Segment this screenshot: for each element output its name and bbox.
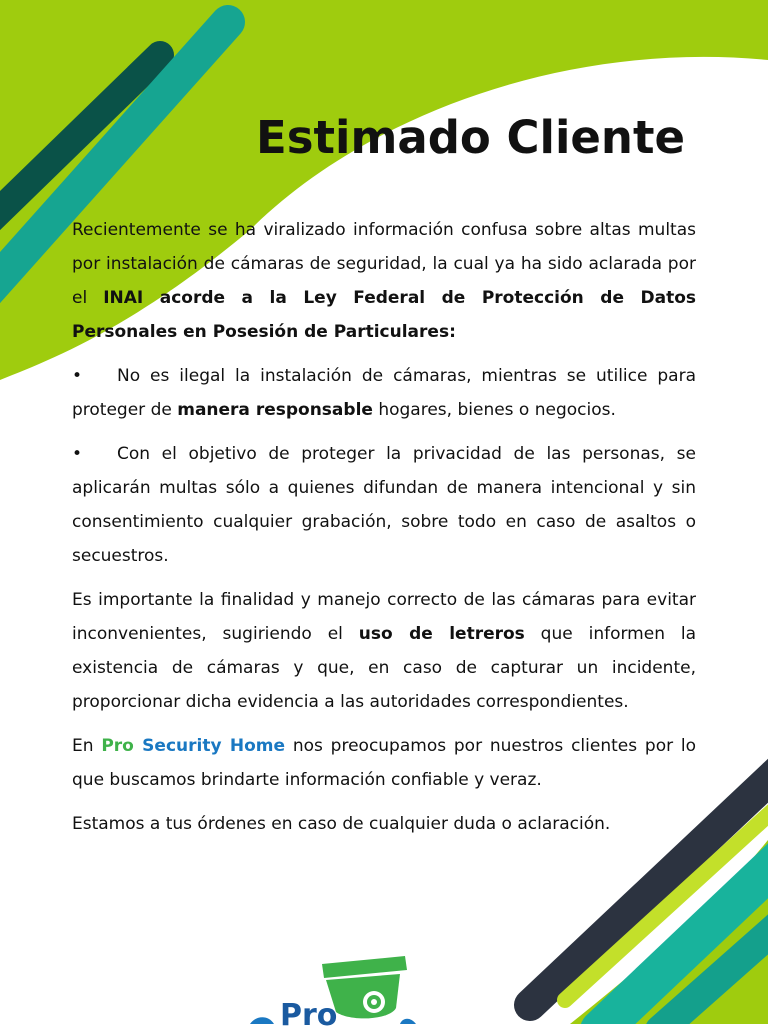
intro-paragraph: [72, 213, 696, 349]
page-title: Estimado Cliente: [256, 111, 685, 164]
bullet-marker: •: [72, 366, 83, 386]
important-paragraph: [72, 583, 696, 719]
bullet-1-text: No es ilegal la instalación de cámaras, mientras se utilice para proteger de: [72, 366, 696, 420]
closing-paragraph: Estamos a tus órdenes en caso de cualquier duda o aclaración.: [72, 814, 611, 834]
letter-body: [72, 213, 696, 851]
important-text-end: que informen la existencia de cámaras y que, en caso de capturar un incidente, proporcionar dicha evidencia a las autoridades correspondientes.: [72, 624, 696, 712]
brand-name-pro: Pro: [101, 736, 134, 756]
logo-text: Pro: [280, 998, 338, 1033]
bullet-1-text-end: hogares, bienes o negocios.: [372, 400, 616, 420]
intro-bold: INAI acorde a la Ley Federal de Protección de Datos Personales en Posesión de Particulares:: [72, 288, 696, 342]
brand-prefix: En: [72, 736, 102, 756]
bullet-item-2: [72, 437, 696, 573]
brand-name-security-home: Security Home: [133, 736, 286, 756]
important-bold: uso de letreros: [358, 624, 525, 644]
bullet-marker: •: [72, 444, 83, 464]
brand-paragraph: [72, 729, 696, 797]
bullet-item-1: [72, 359, 696, 427]
bullet-2-text: Con el objetivo de proteger la privacidad de las personas, se aplicarán multas sólo a quienes difundan de manera intencional y sin consentimiento cualquier grabación, sobre todo en caso de asaltos o secuestros.: [72, 444, 696, 566]
bullet-1-bold: manera responsable: [177, 400, 373, 420]
important-text: Es importante la finalidad y manejo correcto de las cámaras para evitar inconvenientes, sugiriendo el: [72, 590, 696, 644]
intro-text: Recientemente se ha viralizado información confusa sobre altas multas por instalación de cámaras de seguridad, la cual ya ha sido aclarada por el: [72, 220, 696, 308]
brand-suffix: nos preocupamos por nuestros clientes por lo que buscamos brindarte información confiable y veraz.: [72, 736, 697, 790]
